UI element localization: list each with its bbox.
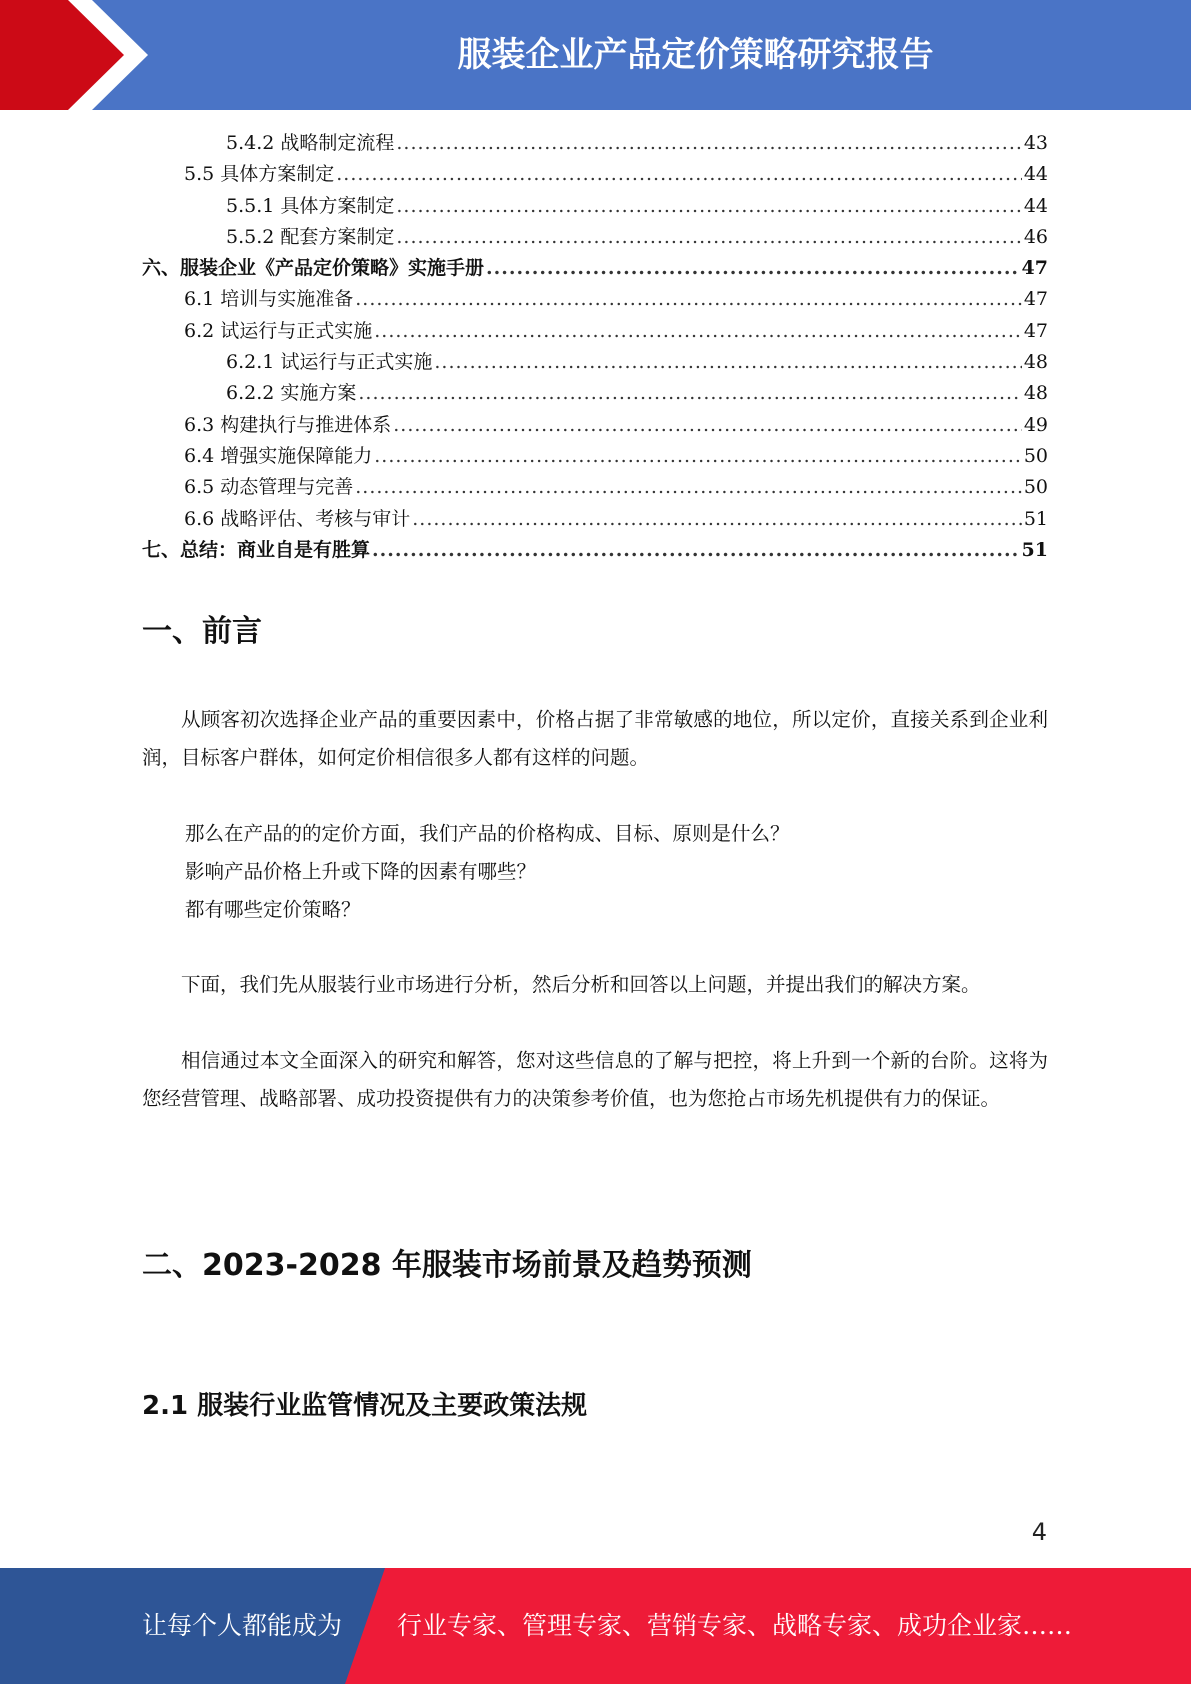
preface-paragraph-2: 下面，我们先从服装行业市场进行分析，然后分析和回答以上问题，并提出我们的解决方案。 bbox=[181, 973, 981, 996]
toc-entry-page: 44 bbox=[1023, 163, 1048, 186]
toc-entry-label: 6.5 动态管理与完善 bbox=[184, 476, 354, 499]
toc-entry-page: 50 bbox=[1023, 476, 1048, 499]
toc-leader-dots bbox=[412, 508, 1022, 530]
toc-entry-label: 6.2.1 试运行与正式实施 bbox=[226, 351, 433, 374]
toc-entry-label: 6.2 试运行与正式实施 bbox=[184, 319, 373, 342]
toc-leader-dots bbox=[374, 320, 1022, 342]
toc-entry-page: 49 bbox=[1023, 413, 1048, 436]
report-title: 服装企业产品定价策略研究报告 bbox=[457, 35, 934, 75]
section-heading-preface: 一、前言 bbox=[142, 614, 262, 649]
toc-entry[interactable] bbox=[142, 222, 1048, 253]
toc-entry[interactable] bbox=[142, 128, 1048, 159]
toc-entry[interactable] bbox=[142, 410, 1048, 441]
toc-entry-page: 47 bbox=[1023, 319, 1048, 342]
toc-entry-label: 6.6 战略评估、考核与审计 bbox=[184, 507, 411, 530]
toc-entry-page: 47 bbox=[1021, 257, 1048, 280]
toc-entry[interactable] bbox=[142, 441, 1048, 472]
header-chevron-decoration bbox=[0, 0, 160, 110]
toc-entry-page: 46 bbox=[1023, 225, 1048, 248]
toc-entry[interactable] bbox=[142, 253, 1048, 284]
toc-entry[interactable] bbox=[142, 504, 1048, 535]
toc-leader-dots bbox=[355, 288, 1022, 310]
toc-leader-dots bbox=[396, 195, 1021, 217]
toc-entry[interactable] bbox=[142, 378, 1048, 409]
toc-entry-page: 48 bbox=[1023, 351, 1048, 374]
section-heading-market-forecast: 二、2023-2028 年服装市场前景及趋势预测 bbox=[142, 1248, 752, 1283]
toc-leader-dots bbox=[396, 226, 1021, 248]
footer-slogan-right: 行业专家、管理专家、营销专家、战略专家、成功企业家…… bbox=[397, 1611, 1073, 1640]
page-footer bbox=[0, 1568, 1191, 1684]
toc-entry-page: 47 bbox=[1023, 288, 1048, 311]
toc-entry[interactable] bbox=[142, 347, 1048, 378]
toc-leader-dots bbox=[396, 132, 1021, 154]
toc-entry-page: 43 bbox=[1023, 132, 1048, 154]
toc-entry-label: 5.5.2 配套方案制定 bbox=[226, 225, 395, 248]
toc-entry-label: 5.4.2 战略制定流程 bbox=[226, 132, 395, 154]
toc-entry-page: 50 bbox=[1023, 444, 1048, 467]
question-2: 影响产品价格上升或下降的因素有哪些？ bbox=[185, 860, 537, 883]
toc-entry-label: 六、服装企业《产品定价策略》实施手册 bbox=[142, 257, 485, 280]
table-of-contents bbox=[142, 128, 1048, 566]
toc-leader-dots bbox=[486, 257, 1020, 279]
toc-entry-label: 6.3 构建执行与推进体系 bbox=[184, 413, 392, 436]
toc-entry[interactable] bbox=[142, 316, 1048, 347]
toc-entry[interactable] bbox=[142, 284, 1048, 315]
toc-entry[interactable] bbox=[142, 535, 1048, 566]
toc-leader-dots bbox=[374, 445, 1022, 467]
toc-leader-dots bbox=[393, 414, 1022, 436]
toc-entry-label: 5.5.1 具体方案制定 bbox=[226, 194, 395, 217]
toc-entry[interactable] bbox=[142, 191, 1048, 222]
toc-entry-page: 44 bbox=[1023, 194, 1048, 217]
toc-entry-label: 5.5 具体方案制定 bbox=[184, 163, 335, 186]
question-3: 都有哪些定价策略？ bbox=[185, 898, 361, 921]
toc-leader-dots bbox=[355, 476, 1022, 498]
page-header bbox=[0, 0, 1191, 110]
toc-entry-label: 6.2.2 实施方案 bbox=[226, 382, 357, 405]
preface-paragraph-3: 相信通过本文全面深入的研究和解答，您对这些信息的了解与把控，将上升到一个新的台阶。这将为您经营管理、战略部署、成功投资提供有力的决策参考价值，也为您抢占市场先机提供有力的保证。 bbox=[142, 1049, 1048, 1110]
preface-paragraph-1: 从顾客初次选择企业产品的重要因素中，价格占据了非常敏感的地位，所以定价，直接关系到企业利润，目标客户群体，如何定价相信很多人都有这样的问题。 bbox=[142, 708, 1048, 769]
toc-leader-dots bbox=[358, 382, 1021, 404]
footer-slogan-left: 让每个人都能成为 bbox=[142, 1611, 343, 1640]
toc-entry[interactable] bbox=[142, 472, 1048, 503]
toc-entry[interactable] bbox=[142, 159, 1048, 190]
toc-entry-page: 48 bbox=[1023, 382, 1048, 405]
toc-entry-label: 6.1 培训与实施准备 bbox=[184, 288, 354, 311]
toc-leader-dots bbox=[372, 539, 1020, 561]
toc-entry-label: 七、总结：商业自是有胜算 bbox=[142, 538, 371, 561]
toc-entry-page: 51 bbox=[1021, 538, 1048, 561]
toc-leader-dots bbox=[434, 351, 1021, 373]
toc-entry-label: 6.4 增强实施保障能力 bbox=[184, 444, 373, 467]
page-number: 4 bbox=[1031, 1518, 1047, 1546]
subsection-heading-regulation: 2.1 服装行业监管情况及主要政策法规 bbox=[142, 1391, 588, 1421]
toc-entry-page: 51 bbox=[1023, 507, 1048, 530]
question-1: 那么在产品的的定价方面，我们产品的价格构成、目标、原则是什么？ bbox=[185, 822, 790, 845]
toc-leader-dots bbox=[336, 163, 1022, 185]
